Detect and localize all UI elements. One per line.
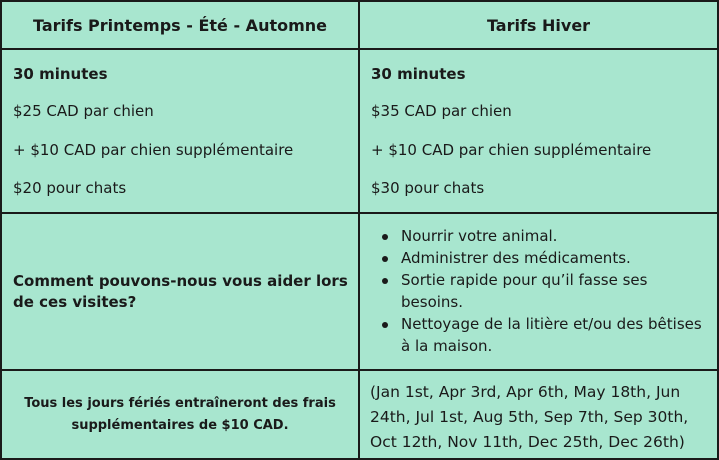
duration-label: 30 minutes (371, 65, 466, 83)
header-winter: Tarifs Hiver (486, 15, 591, 35)
help-tasks-cell (360, 214, 717, 369)
rates-spring-summer-fall (2, 50, 358, 212)
list-item: Administrer des médicaments. (372, 247, 705, 269)
price-per-dog: $25 CAD par chien (13, 102, 154, 120)
help-question: Comment pouvons-nous vous aider lors de ces visites? (13, 271, 348, 311)
price-extra-dog: + $10 CAD par chien supplémentaire (13, 141, 294, 159)
price-cats: $30 pour chats (371, 179, 485, 197)
rates-winter (360, 50, 717, 212)
header-spring-summer-fall: Tarifs Printemps - Été - Automne (32, 15, 328, 35)
price-cats: $20 pour chats (13, 179, 127, 197)
help-task-list (372, 225, 705, 357)
price-per-dog: $35 CAD par chien (371, 102, 512, 120)
holiday-dates: (Jan 1st, Apr 3rd, Apr 6th, May 18th, Jun 24th, Jul 1st, Aug 5th, Sep 7th, Sep 30th, Oct 12th, Nov 11th, Dec 25th, Dec 26th) (370, 383, 689, 451)
duration-label: 30 minutes (13, 65, 108, 83)
list-item: Nettoyage de la litière et/ou des bêtises à la maison. (372, 313, 705, 357)
list-item: Nourrir votre animal. (372, 225, 705, 247)
list-item: Sortie rapide pour qu’il fasse ses besoins. (372, 269, 705, 313)
price-extra-dog: + $10 CAD par chien supplémentaire (371, 141, 652, 159)
holiday-surcharge-note: Tous les jours fériés entraîneront des frais supplémentaires de $10 CAD. (24, 395, 336, 433)
